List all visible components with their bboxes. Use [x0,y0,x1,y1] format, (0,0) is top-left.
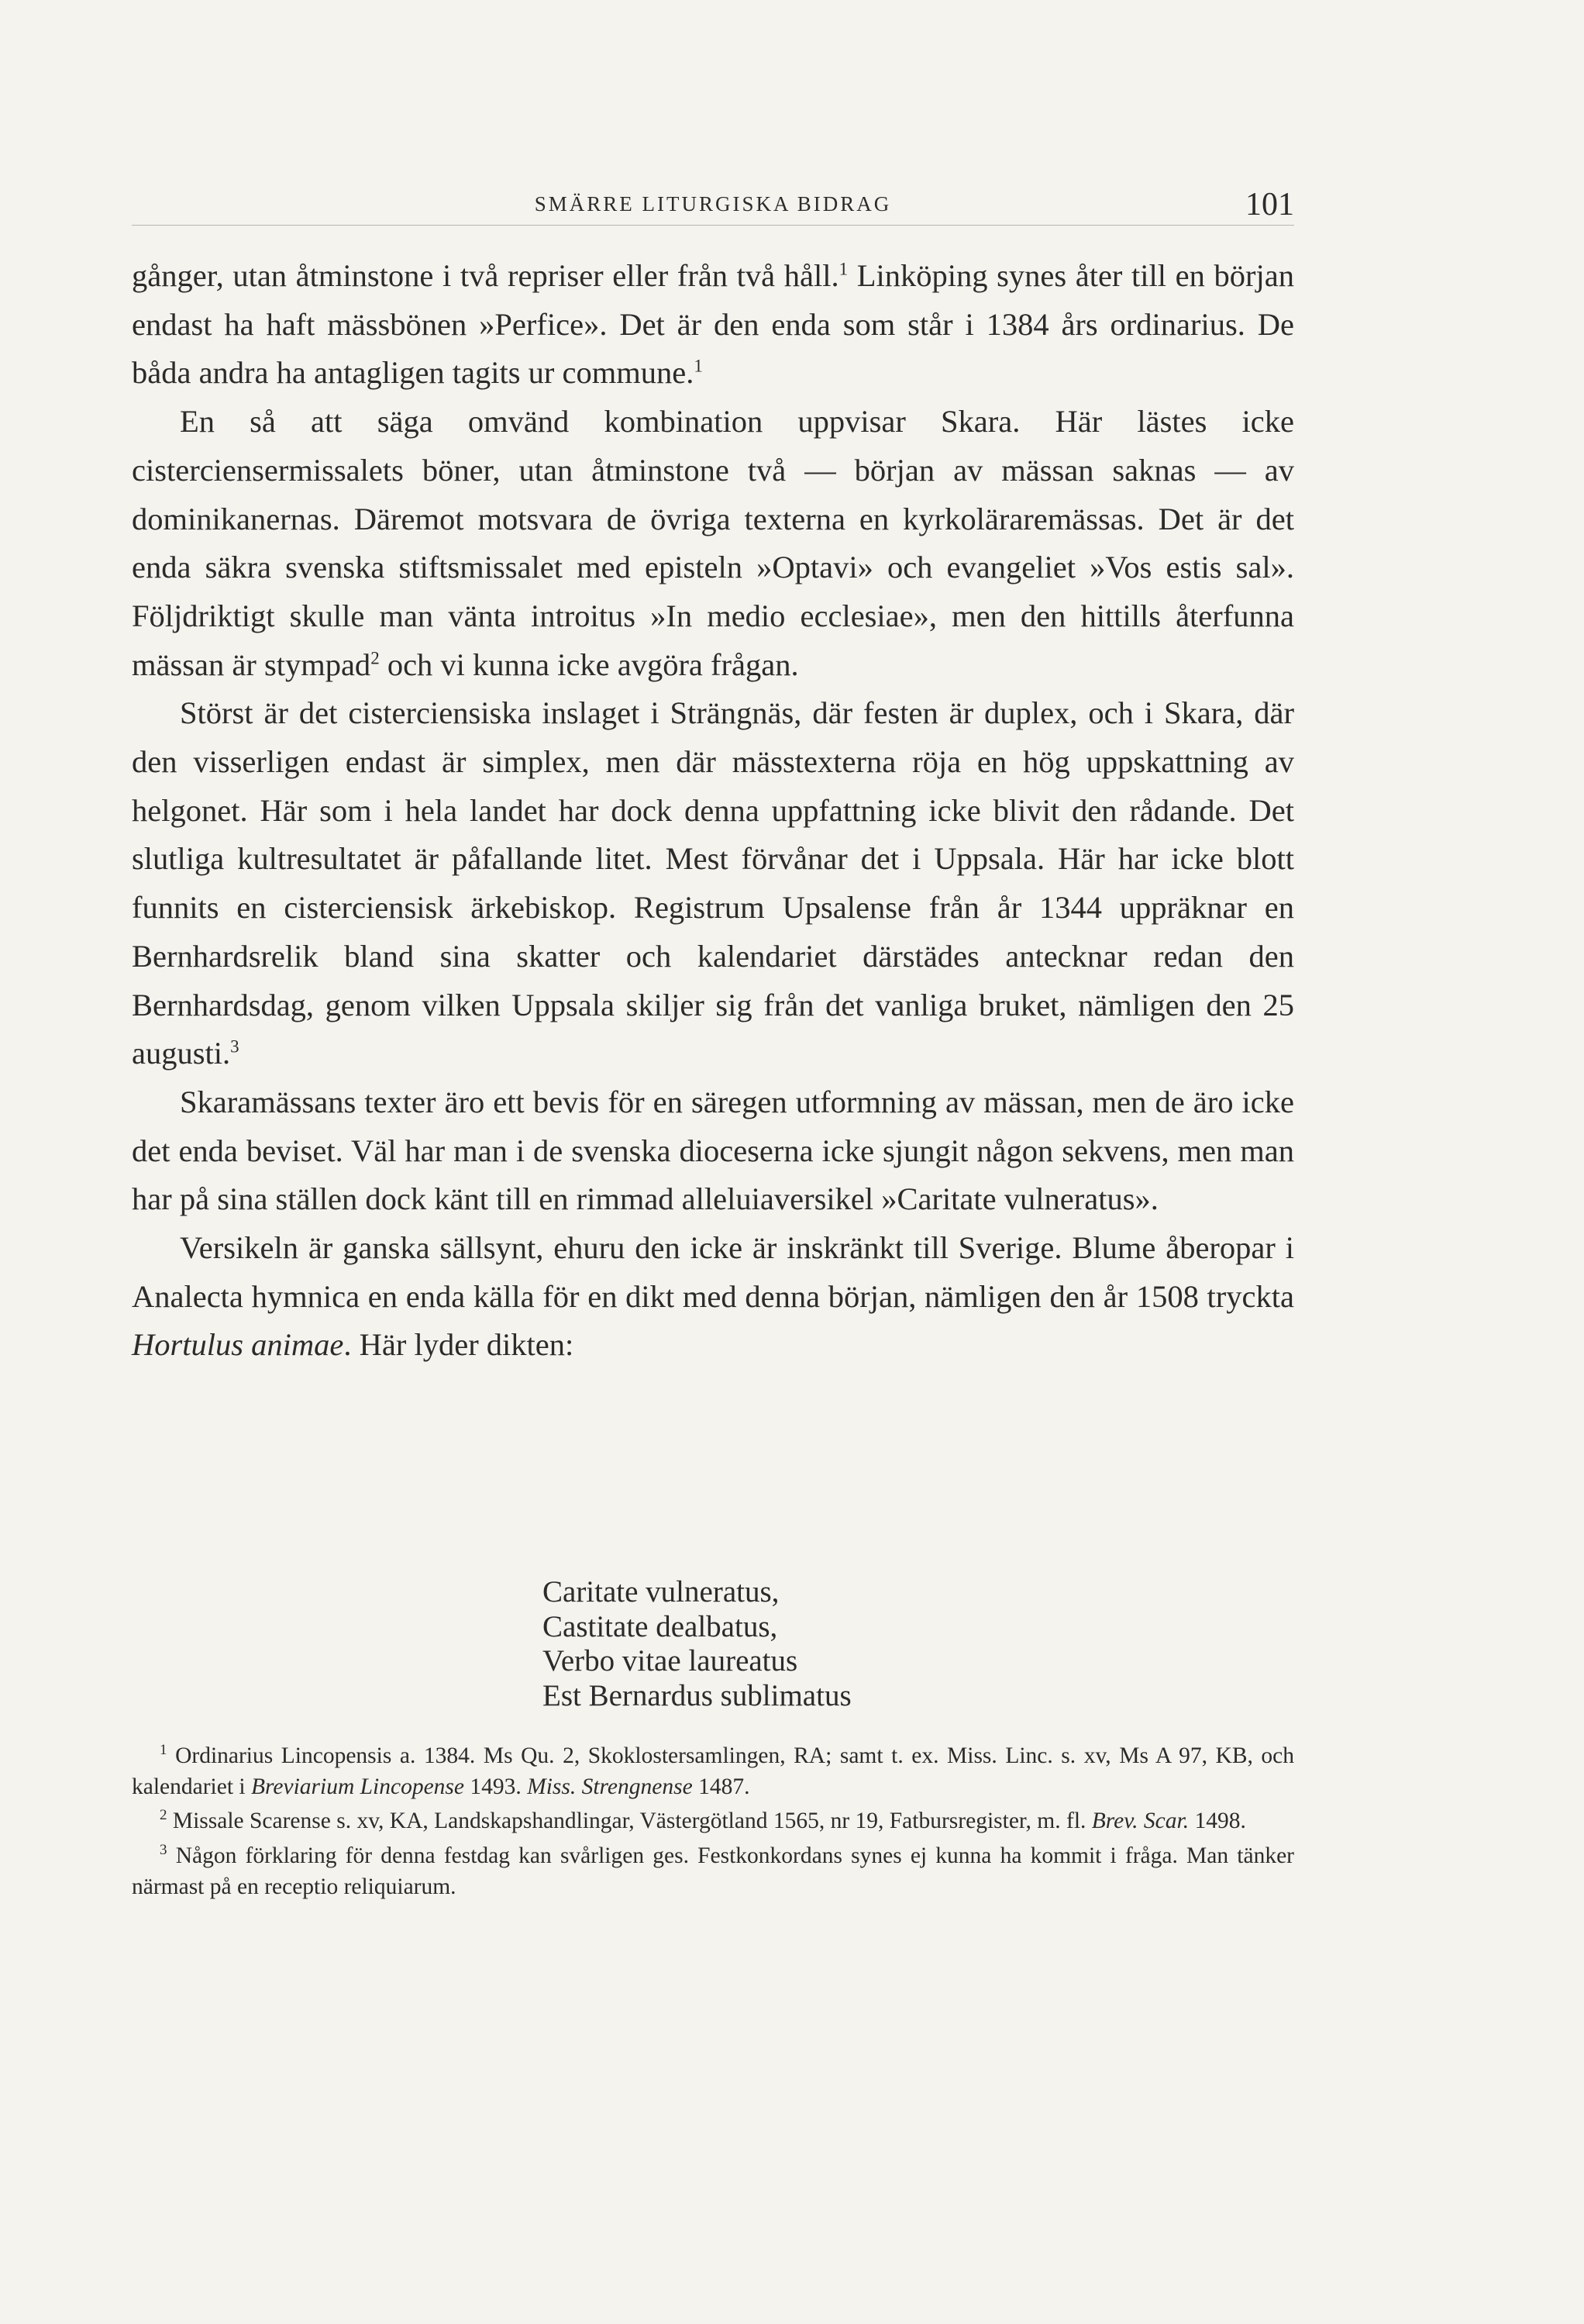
paragraph-3 [132,689,1294,1078]
body-text [132,252,1294,1370]
verse-line: Caritate vulneratus, [542,1575,780,1609]
footnote-mark: 1 [160,1742,167,1759]
text-run: 1493. [464,1774,528,1800]
text-run: Ordinarius Lincopensis a. 1384. Ms Qu. 2, Skoklostersamlingen, RA; samt t. ex. Miss. Linc. s. xv, Ms A 97, KB, och kalendariet i [132,1743,1295,1800]
italic-title: Breviarium Lincopense [250,1774,464,1800]
header-rule [132,225,1294,226]
text-run: Missale Scarense s. xv, KA, Landskapshandlingar, Västergötland 1565, nr 19, Fatbursregister, m. fl. [172,1809,1092,1834]
verse-line: Verbo vitae laureatus [542,1644,798,1677]
text-run: Linköping synes åter till en början endast ha haft mässbönen »Perfice». Det är den enda som står i 1384 års ordinarius. De båda andra ha antagligen tagits ur commune. [132,258,1294,391]
text-run: 1487. [692,1774,750,1800]
footnote-1 [132,1740,1294,1802]
verse-block [542,1575,1162,1713]
paragraph-1 [132,252,1294,398]
footnote-ref: 2 [370,648,380,668]
text-run: och vi kunna icke avgöra frågan. [379,647,799,682]
footnote-mark: 2 [160,1807,167,1824]
verse-line: Castitate dealbatus, [542,1609,778,1643]
footnote-ref: 1 [838,259,849,279]
footnote-mark: 3 [160,1841,167,1858]
book-title: Hortulus animae [132,1327,344,1363]
text-run: Störst är det cisterciensiska inslaget i Strängnäs, där festen är duplex, och i Skara, där den visserligen endast är simplex, men där mässtexterna röja en hög uppskattning av helgonet. Här som i hela landet har dock denna uppfattning icke blivit den rådande. Det slutliga kultresultatet är påfallande litet. Mest förvånar det i Uppsala. Här har icke blott funnits en cisterciensisk ärkebiskop. Registrum Upsalense från år 1344 uppräknar en Bernhardsrelik bland sina skatter och kalendariet därstädes antecknar redan den Bernhardsdag, genom vilken Uppsala skiljer sig från det vanliga bruket, nämligen den 25 augusti. [132,695,1294,1071]
text-run: Någon förklaring för denna festdag kan svårligen ges. Festkonkordans synes ej kunna ha kommit i fråga. Man tänker närmast på en receptio reliquiarum. [132,1843,1294,1899]
paragraph-5 [132,1224,1294,1370]
footnote-2 [132,1805,1294,1836]
running-title: SMÄRRE LITURGISKA BIDRAG [534,192,892,216]
paragraph-4 [132,1078,1294,1224]
italic-title: Brev. Scar. [1091,1809,1190,1834]
text-run: 1498. [1189,1809,1246,1834]
footnotes [132,1740,1294,1905]
running-head [132,186,1294,225]
footnote-ref: 1 [694,356,703,376]
page-number: 101 [1245,187,1294,222]
text-run: Skaramässans texter äro ett bevis för en säregen utformning av mässan, men de äro icke det enda beviset. Väl har man i de svenska dioceserna icke sjungit någon sekvens, men man har på sina ställen dock känt till en rimmad alleluiaversikel »Caritate vulneratus». [132,1084,1294,1217]
text-run: . Här lyder dikten: [343,1327,574,1363]
italic-title: Miss. Strengnense [527,1774,693,1800]
text-run: En så att säga omvänd kombination uppvisar Skara. Här lästes icke cisterciensermissalets böner, utan åtminstone två — början av mässan saknas — av dominikanernas. Däremot motsvara de övriga texterna en kyrkoläraremässas. Det är det enda säkra svenska stiftsmissalet med episteln »Optavi» och evangeliet »Vos estis sal». Följdriktigt skulle man vänta introitus »In medio ecclesiae», men den hittills återfunna mässan är stympad [132,404,1294,682]
paragraph-2 [132,398,1294,689]
verse-line: Est Bernardus sublimatus [542,1678,852,1712]
footnote-3 [132,1840,1294,1902]
footnote-ref: 3 [230,1036,239,1057]
text-run: gånger, utan åtminstone i två repriser eller från två håll. [132,258,839,293]
text-run: Versikeln är ganska sällsynt, ehuru den icke är inskränkt till Sverige. Blume åberopar i Analecta hymnica en enda källa för en dikt med denna början, nämligen den år 1508 tryckta [132,1230,1294,1314]
